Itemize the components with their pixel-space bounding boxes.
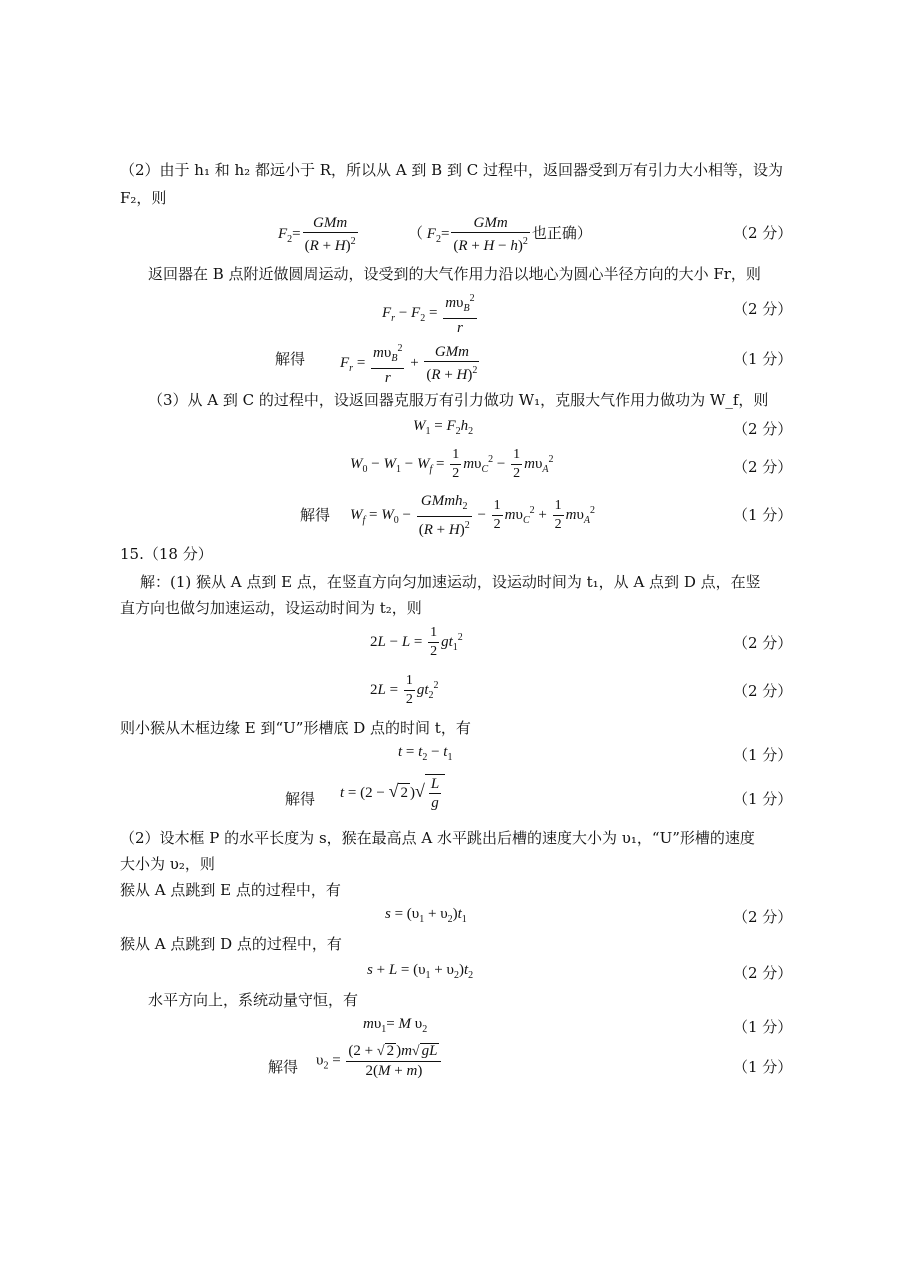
score-label: （1 分） xyxy=(733,790,793,808)
score-label: （2 分） xyxy=(733,682,793,700)
equation-momentum: $m\upsilon_1= M$ $\upsilon_2$ xyxy=(363,1016,428,1035)
q15-p2-line1: （2）设木框 P 的水平长度为 s，猴在最高点 A 水平跳出后槽的速度大小为 υ₁，“U”形槽的速度 xyxy=(120,829,755,847)
solve-label: 解得 xyxy=(300,506,331,524)
equation-f2: $F_2=$ $\frac{\text{GMm}}{(R + H)^2}$ xyxy=(278,215,356,254)
part3-intro: （3）从 A 到 C 的过程中，设返回器克服万有引力做功 W₁，克服大气作用力做功为 W_f，则 xyxy=(148,391,769,409)
score-label: （2 分） xyxy=(733,908,793,926)
q15-p1-time-text: 则小猴从木框边缘 E 到“U”形槽底 D 点的时间 t，有 xyxy=(120,719,471,737)
equation-t-diff: $t = t_2 - t_1$ xyxy=(398,744,453,763)
solve-label: 解得 xyxy=(285,790,316,808)
score-label: （1 分） xyxy=(733,350,793,368)
q15-p1-line1: 解：(1) 猴从 A 点到 E 点，在竖直方向匀加速运动，设运动时间为 t₁，从 A 点到 D 点，在竖 xyxy=(140,573,761,591)
score-label: （2 分） xyxy=(733,458,793,476)
q15-p2-ae-text: 猴从 A 点跳到 E 点的过程中，有 xyxy=(120,881,341,899)
score-label: （2 分） xyxy=(733,420,793,438)
solve-label: 解得 xyxy=(268,1058,299,1076)
score-label: （1 分） xyxy=(733,1018,793,1036)
equation-v2-result: $\upsilon_2$ = $\frac{(2 + √ 2 )m√ gL}{2(M + m)}$ xyxy=(316,1042,443,1080)
equation-energy: $W_0 - W_1 - W_f$ = $\frac{1}{2}$ $m\upsilon_C^2$ − $\frac{1}{2}$ $m\upsilon_A^2$ xyxy=(350,447,554,481)
equation-f2-alt: （ $F_2=$ $\frac{\text{GMm}}{(R + H - h)^2}$ 也正确） xyxy=(408,215,592,254)
score-label: （2 分） xyxy=(733,964,793,982)
equation-t-result: t = (2 − √ 2 )√ $\frac{L}{g}$ xyxy=(340,774,445,812)
score-label: （1 分） xyxy=(733,746,793,764)
part2-intro-line1: （2）由于 h₁ 和 h₂ 都远小于 R，所以从 A 到 B 到 C 过程中，返回器受到万有引力大小相等，设为 xyxy=(120,161,783,179)
equation-s-plus-l: $s + L = (\upsilon_1 + \upsilon_2)t_2$ xyxy=(367,962,474,981)
equation-t2: 2L = $\frac{1}{2}$ $gt_2^2$ xyxy=(370,673,439,707)
part2-intro-line2: F₂，则 xyxy=(120,189,167,207)
equation-s: $s = (\upsilon_1 + \upsilon_2)t_1$ xyxy=(385,906,467,925)
solve-label: 解得 xyxy=(275,350,306,368)
equation-t1: 2L − L = $\frac{1}{2}$ $gt_1^2$ xyxy=(370,625,463,659)
part2-b-point-text: 返回器在 B 点附近做圆周运动，设受到的大气作用力沿以地心为圆心半径方向的大小 Fr，则 xyxy=(148,265,761,283)
equation-wf-result: $W_f = W_0$ − $\frac{GMmh_2}{(R + H)^2}$ − $\frac{1}{2}$ $m\upsilon_C^2$ + $\frac{1}{2}$ $m\upsilon_A^2$ xyxy=(350,493,595,538)
q15-p2-ad-text: 猴从 A 点跳到 D 点的过程中，有 xyxy=(120,935,342,953)
score-label: （2 分） xyxy=(733,224,793,242)
score-label: （1 分） xyxy=(733,1058,793,1076)
score-label: （1 分） xyxy=(733,506,793,524)
score-label: （2 分） xyxy=(733,300,793,318)
equation-fr-balance: $F_r - F_2$ = $\frac{m\upsilon_B^2}{r}$ xyxy=(382,290,479,337)
q15-p1-line2: 直方向也做匀加速运动，设运动时间为 t₂，则 xyxy=(120,599,422,617)
q15-p2-momentum-text: 水平方向上，系统动量守恒，有 xyxy=(148,991,359,1009)
alt-note: 也正确 xyxy=(531,225,577,242)
score-label: （2 分） xyxy=(733,634,793,652)
equation-w1: $W_1 = F_2h_2$ xyxy=(413,418,474,437)
equation-fr-result: $F_r$ = $\frac{m\upsilon_B^2}{r}$ + $\frac{\text{GMm}}{(R + H)^2}$ xyxy=(340,340,481,387)
q15-p2-line2: 大小为 υ₂，则 xyxy=(120,855,215,873)
q15-header: 15.（18 分） xyxy=(120,545,213,563)
